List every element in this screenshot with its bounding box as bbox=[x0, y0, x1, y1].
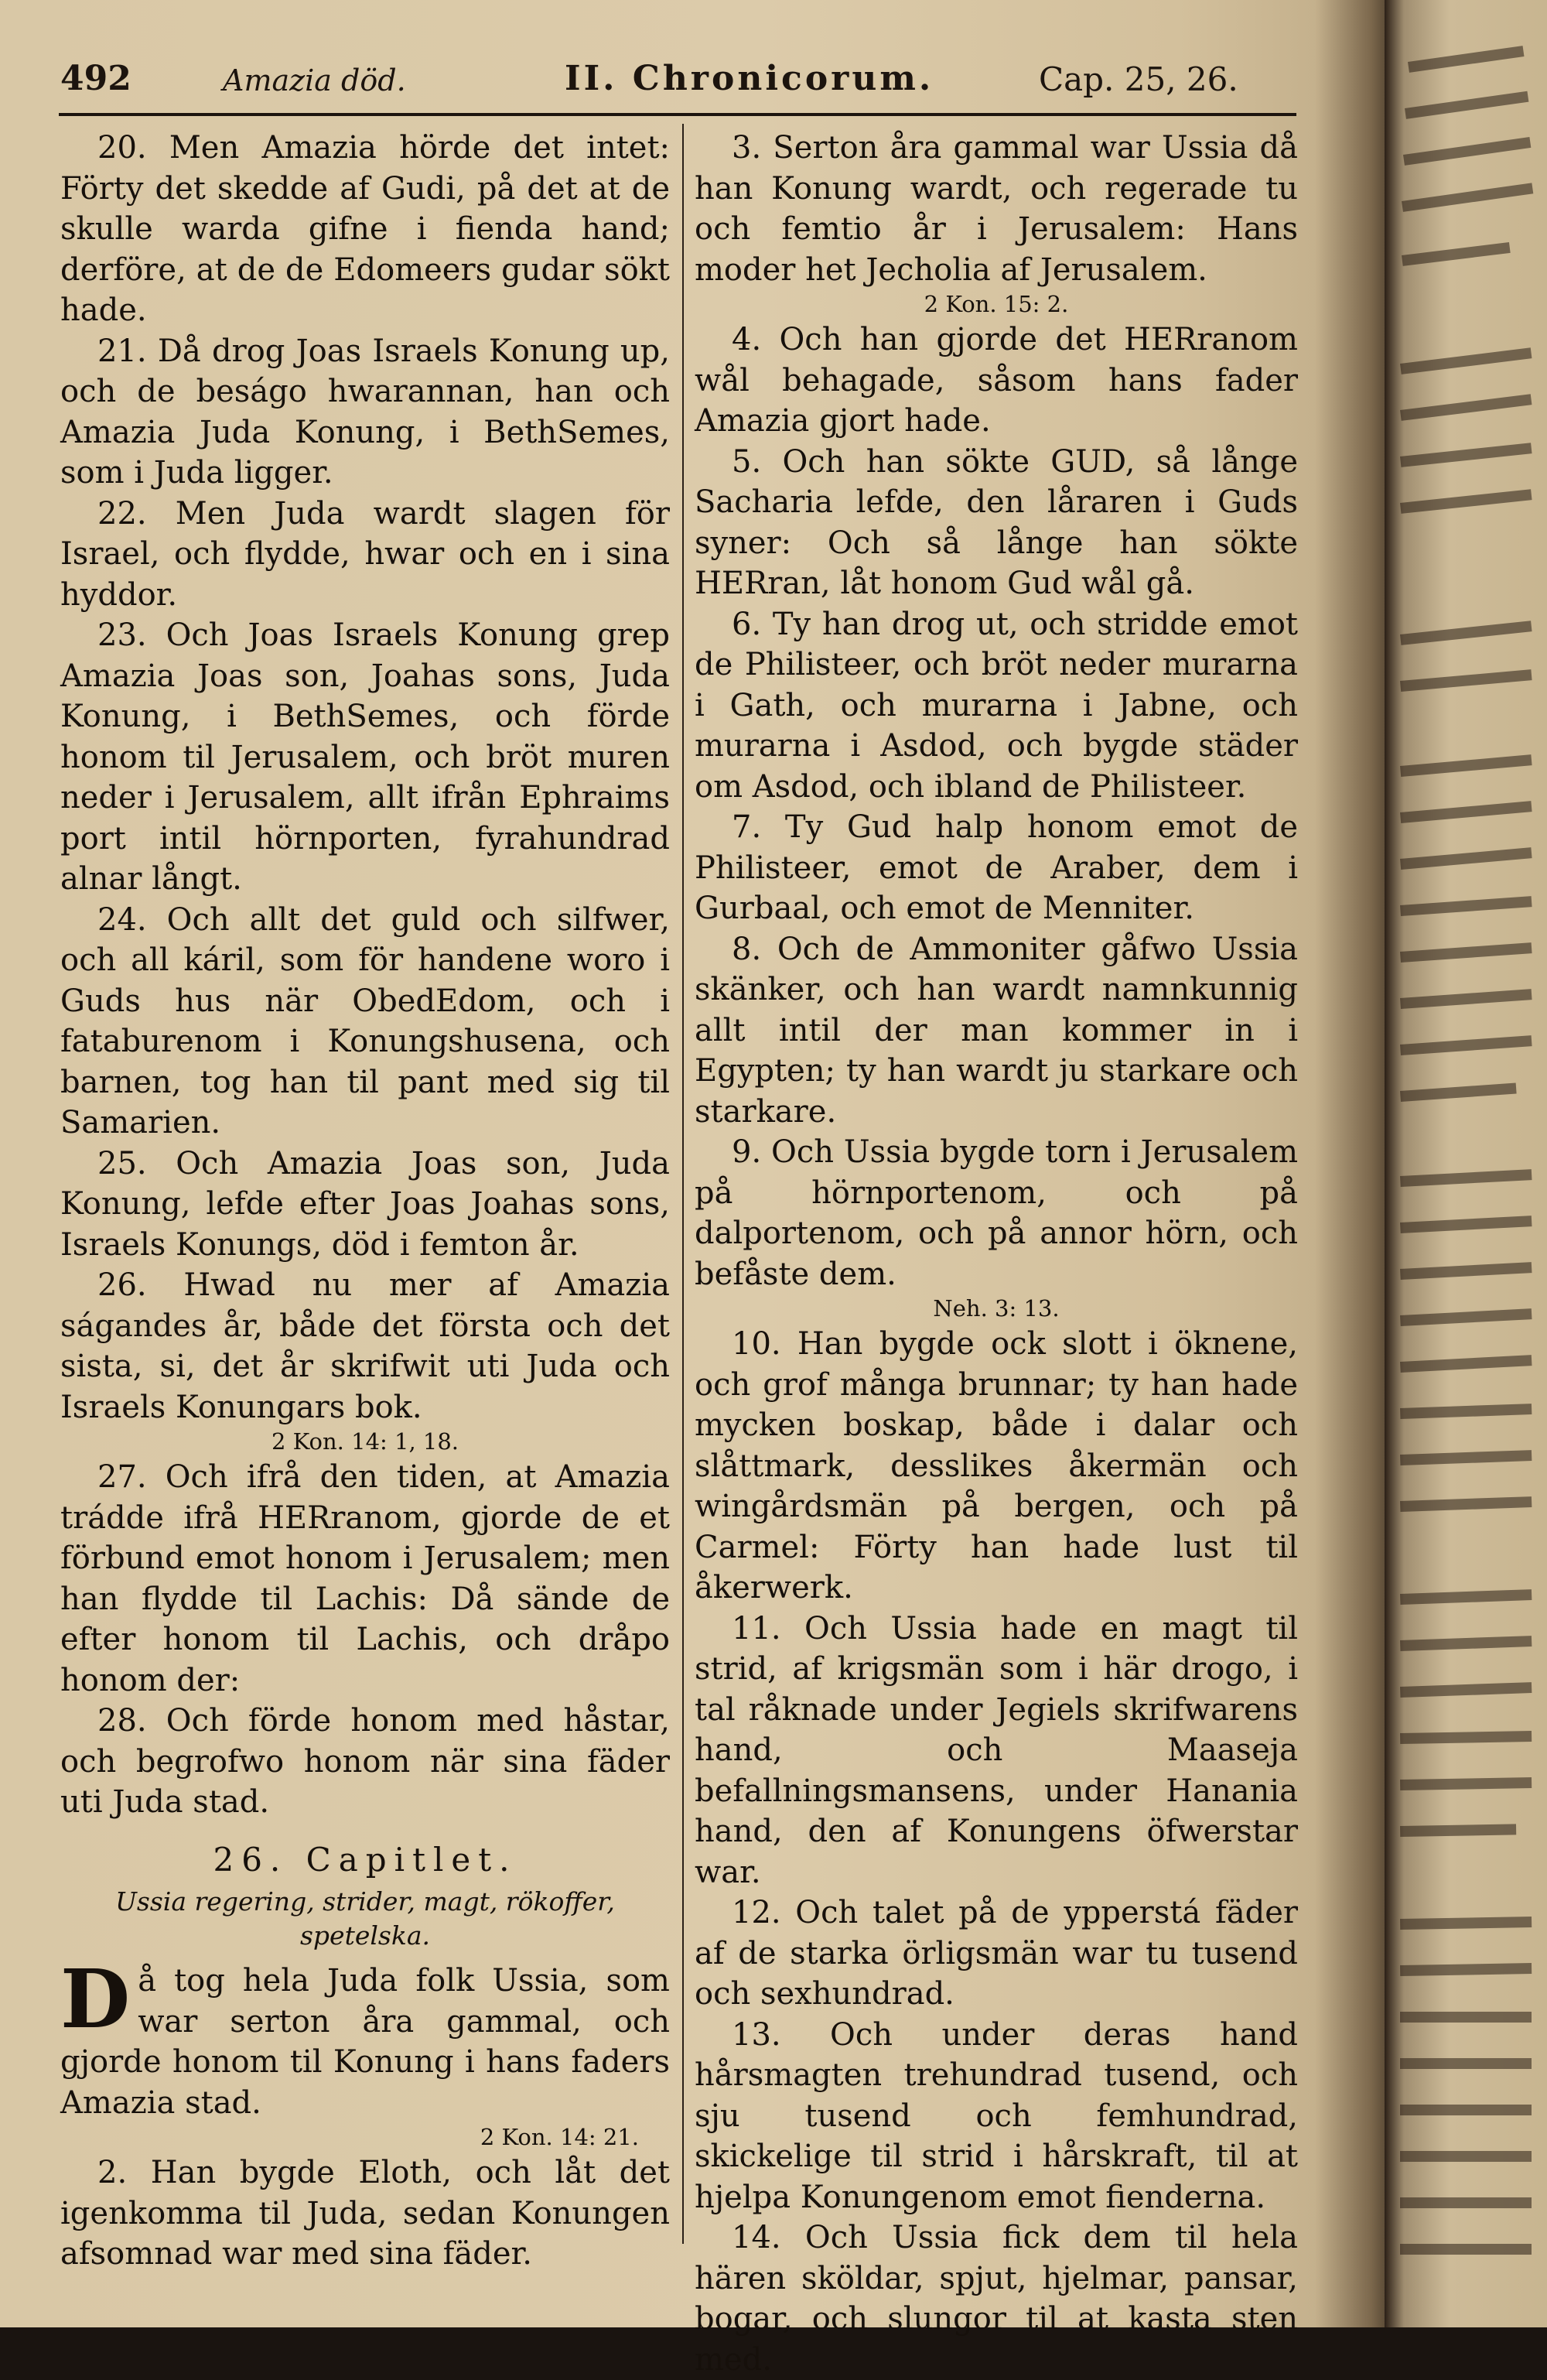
verse: 26. Hwad nu mer af Amazia ságandes år, både det första och det sista, si, det år skrifwit uti Juda och Israels Konungars bok. bbox=[60, 1267, 670, 1425]
verse: 2. Han bygde Eloth, och låt det igenkomma til Juda, sedan Konungen afsomnad war med sina fäder. bbox=[60, 2155, 670, 2272]
facing-page-edge bbox=[1385, 0, 1547, 2327]
verse-text: å tog hela Juda folk Ussia, som war serton åra gammal, och gjorde honom til Konung i hans faders Amazia stad. bbox=[60, 1963, 670, 2121]
chapter-summary: Ussia regering, strider, magt, rökoffer, spetelska. bbox=[115, 1886, 615, 1951]
verse: 24. Och allt det guld och silfwer, och all káril, som för handene woro i Guds hus när ObedEdom, och i fataburenom i Konungshusena, och barnen, tog han til pant med sig til Samarien. bbox=[60, 901, 670, 1140]
chapter-reference: Cap. 25, 26. bbox=[1039, 60, 1238, 98]
verse: 28. Och förde honom med håstar, och begrofwo honom när sina fäder uti Juda stad. bbox=[60, 1703, 670, 1820]
verse: 5. Och han sökte GUD, så långe Sacharia lefde, den låraren i Guds syner: Och så långe han sökte HERran, låt honom Gud wål gå. bbox=[695, 443, 1298, 601]
facing-page-text-texture bbox=[1385, 0, 1547, 2327]
verse: 21. Då drog Joas Israels Konung up, och de beságo hwarannan, han och Amazia Juda Konung, i BethSemes, som i Juda ligger. bbox=[60, 333, 670, 491]
verse: 11. Och Ussia hade en magt til strid, af krigsmän som i här drogo, i tal råknade under Jegiels skrifwarens hand, och Maaseja befallningsmansens, under Hanania hand, den af Konungens öfwerstar war. bbox=[695, 1610, 1298, 1890]
column-divider bbox=[682, 124, 684, 2244]
verse: 10. Han bygde ock slott i öknene, och grof många brunnar; ty han hade mycken boskap, både i dalar och slåttmark, desslikes åkermän och wingårdsmän på bergen, och på Carmel: Förty han hade lust til åkerwerk. bbox=[695, 1326, 1298, 1605]
verse: 25. Och Amazia Joas son, Juda Konung, lefde efter Joas Joahas sons, Israels Konungs, död i femton år. bbox=[60, 1145, 670, 1263]
verse: 7. Ty Gud halp honom emot de Philisteer, emot de Araber, dem i Gurbaal, och emot de Menniter. bbox=[695, 809, 1298, 926]
verse: 27. Och ifrå den tiden, at Amazia trádde ifrå HERranom, gjorde de et förbund emot honom i Jerusalem; men han flydde til Lachis: Då sände de efter honom til Lachis, och dråpo honom der: bbox=[60, 1459, 670, 1698]
cross-reference: 2 Kon. 14: 21. bbox=[480, 2124, 639, 2150]
drop-cap: D bbox=[60, 1951, 131, 2047]
header-rule bbox=[59, 113, 1296, 116]
verse: 14. Och Ussia fick dem til hela hären sköldar, spjut, hjelmar, pansar, bogar, och slungor til at kasta sten med. bbox=[695, 2220, 1298, 2378]
cross-reference: 2 Kon. 15: 2. bbox=[924, 291, 1069, 317]
verse: 22. Men Juda wardt slagen för Israel, och flydde, hwar och en i sina hyddor. bbox=[60, 495, 670, 613]
chapter-opening-verse bbox=[60, 1951, 670, 2123]
right-column bbox=[695, 128, 1298, 2380]
page-number: 492 bbox=[60, 59, 131, 98]
verse: 9. Och Ussia bygde torn i Jerusalem på hörnportenom, och på dalportenom, och på annor hörn, och befåste dem. bbox=[695, 1134, 1298, 1292]
verse: 8. Och de Ammoniter gåfwo Ussia skänker, och han wardt namnkunnig allt intil der man kommer in i Egypten; ty han wardt ju starkare och starkare. bbox=[695, 931, 1298, 1130]
verse: 3. Serton åra gammal war Ussia då han Konung wardt, och regerade tu och femtio år i Jerusalem: Hans moder het Jecholia af Jerusalem. bbox=[695, 130, 1298, 288]
verse: 20. Men Amazia hörde det intet: Förty det skedde af Gudi, på det at de skulle warda gifne i fienda hand; derföre, at de de Edomeers gudar sökt hade. bbox=[60, 130, 670, 328]
chapter-title: 26. Capitlet. bbox=[213, 1840, 517, 1879]
verse: 12. Och talet på de ypperstá fäder af de starka örligsmän war tu tusend och sexhundrad. bbox=[695, 1895, 1298, 2012]
verse: 4. Och han gjorde det HERranom wål behagade, såsom hans fader Amazia gjort hade. bbox=[695, 322, 1298, 439]
verse: 23. Och Joas Israels Konung grep Amazia Joas son, Joahas sons, Juda Konung, i BethSemes, och förde honom til Jerusalem, och bröt muren neder i Jerusalem, allt ifrån Ephraims port intil hörnporten, fyrahundrad alnar långt. bbox=[60, 617, 670, 897]
book-title: II. Chronicorum. bbox=[565, 59, 934, 98]
verse: 13. Och under deras hand hårsmagten trehundrad tusend, och sju tusend och femhundrad, skickelige til strid i hårskraft, til at hjelpa Konungenom emot fienderna. bbox=[695, 2016, 1298, 2215]
left-column bbox=[60, 128, 670, 2275]
cross-reference: 2 Kon. 14: 1, 18. bbox=[271, 1428, 459, 1455]
cross-reference: Neh. 3: 13. bbox=[933, 1295, 1060, 1322]
running-title: Amazia död. bbox=[223, 63, 406, 97]
verse: 6. Ty han drog ut, och stridde emot de Philisteer, och bröt neder murarna i Gath, och murarna i Jabne, och murarna i Asdod, och bygde städer om Asdod, och ibland de Philisteer. bbox=[695, 606, 1298, 805]
page-header bbox=[60, 59, 1298, 105]
